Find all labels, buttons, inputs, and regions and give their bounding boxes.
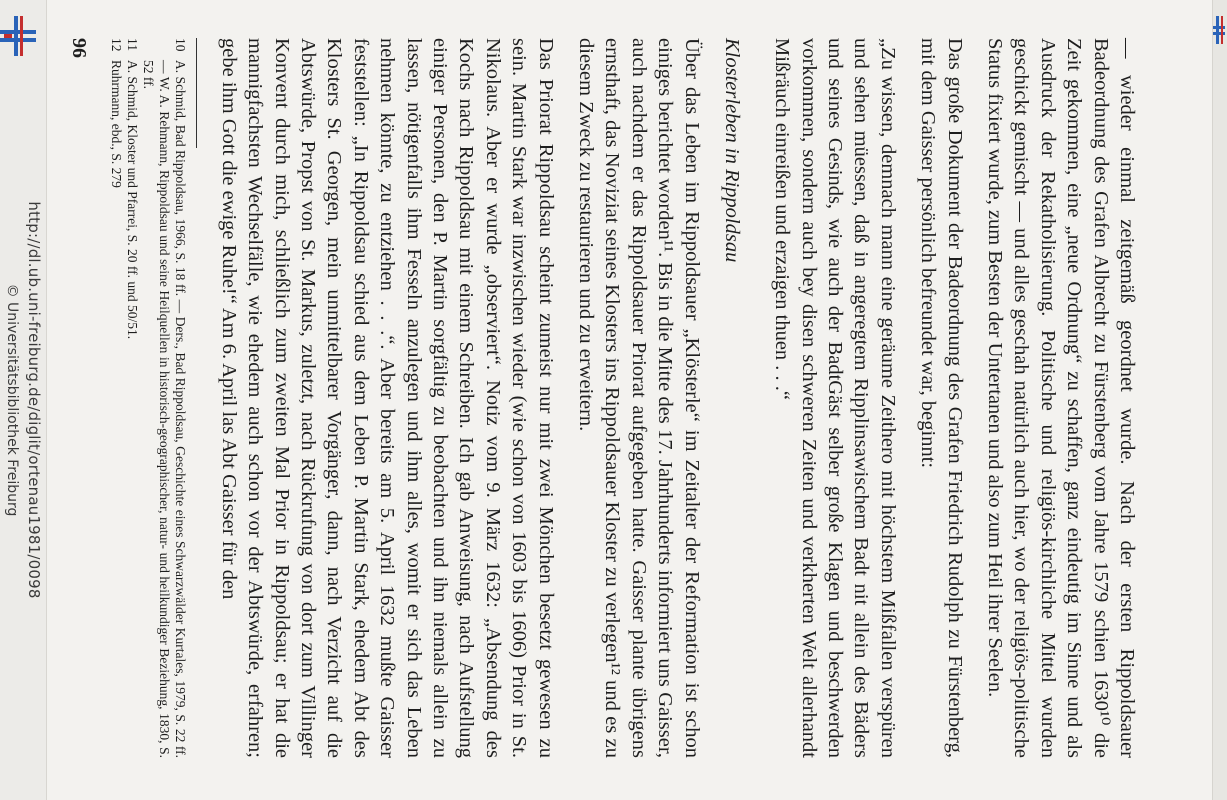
page-text-block [67, 38, 1140, 758]
section-heading: Klosterleben in Rippoldsau [720, 38, 743, 263]
footnote-text: Ruhrmann, ebd., S. 279 [109, 60, 125, 188]
page-number: 96 [68, 38, 91, 58]
footnote-number: 10 [173, 38, 189, 52]
side-stamp [1, 201, 45, 598]
footnote-divider [196, 38, 197, 148]
side-margin-left [0, 0, 47, 800]
book-page [68, 10, 1152, 790]
footnote-number: 12 [109, 38, 125, 52]
footnote [140, 38, 188, 758]
quotation-paragraph: „Zu wissen, demnach mann eine geräume Zeithero mit höchstem Mißfallen verspüren und sehen müessen, daß in angeregtem Ripplinsawischem Badt nit allein des Bäders und seines Gesinds, wie auch der BadtGäst selber große Klagen und beschwerden vorkommen, sondern auch bey disen schweren Zeiten und verkherten Welt allerhandt Mißräuch einreißen und erzaigen thuen . . .“ [771, 38, 899, 758]
scanned-page-area [68, 0, 1202, 800]
side-margin-right [1212, 0, 1227, 800]
library-logo-icon [1213, 16, 1225, 44]
footnotes [108, 38, 188, 758]
footnote-text: A. Schmid, Bad Rippoldsau, 1966, S. 18 ff. — Ders., Bad Rippoldsau, Geschichte eines Schwarzwälder Kurtales, 1979, S. 22 ff. — W. A. Rehmann, Rippoldsau und seine Heilquellen in historisch-geographischer, natur- und heilkundiger Beziehung, 1830, S. 52 ff. [141, 60, 189, 758]
body-paragraph: Das große Dokument der Badeordnung des Grafen Friedrich Rudolph zu Fürstenberg, mit dem Gaisser persönlich befreundet war, beginnt: [917, 38, 966, 758]
footnote [108, 38, 124, 758]
permalink-text[interactable]: http://dl.ub.uni-freiburg.de/diglit/ortenau1981/0098 [25, 201, 43, 599]
library-logo-icon [0, 16, 36, 56]
footnote [124, 38, 140, 758]
copyright-text: © Universitätsbibliothek Freiburg [4, 283, 20, 517]
body-paragraph: — wieder einmal zeitgemäß geordnet wurde. Nach der ersten Rippoldsauer Badeordnung des Grafen Albrecht zu Fürstenberg vom Jahre 1579 schien 1630¹⁰ die Zeit gekommen, eine „neue Ordnung“ zu schaffen, ganz eindeutig im Sinne und als Ausdruck der Rekatholisierung. Politische und religiös-kirchliche Mittel wurden geschickt gemischt — und alles geschah natürlich auch hier, wo der religiös-politische Status fixiert wurde, zum Besten der Untertanen und also zum Heil ihrer Seelen. [983, 38, 1138, 758]
body-paragraph: Das Priorat Rippoldsau scheint zumeist nur mit zwei Mönchen besetzt gewesen zu sein. Martin Stark war inzwischen wieder (wie schon von 1603 bis 1606) Prior in St. Nikolaus. Aber er wurde „observiert“. Notiz vom 9. März 1632: „Absendung des Kochs nach Rippoldsau mit einem Schreiben. Ich gab Anweisung, nach Aufstellung einiger Personen, den P. Martin sorgfältig zu beobachten und ihn niemals allein zu lassen, nötigenfalls ihm Fesseln anzulegen und ihm alles, womit er sich das Leben nehmen könnte, zu entziehen . . .“. Aber bereits am 5. April 1632 mußte Gaisser feststellen: „In Rippoldsau schied aus dem Leben P. Martin Stark, ehedem Abt des Klosters St. Georgen, mein unmittelbarer Vorgänger, dann, nach Verzicht auf die Abtswürde, Propst von St. Markus, zuletzt, nach Rückrufung von dort zum Villinger Konvent durch mich, schließlich zum zweiten Mal Prior in Rippoldsau; er hat die mannigfachsten Wechselfälle, wie ehedem auch schon vor der Abtswürde, erfahren; gebe ihm Gott die ewige Ruhe!“ Am 6. April las Abt Gaisser für den [217, 38, 557, 758]
footnote-number: 11 [125, 38, 141, 51]
body-paragraph: Über das Leben im Rippoldsauer „Klösterle“ im Zeitalter der Reformation ist schon einiges berichtet worden¹¹. Bis in die Mitte des 17. Jahrhunderts informiert uns Gaisser, auch nachdem er das Rippoldsauer Priorat aufgegeben hatte. Gaisser plante übrigens ernsthaft, das Noviziat seines Klosters ins Rippoldsauer Kloster zu verlegen¹² und es zu diesem Zweck zu restaurieren und zu erweitern. [575, 38, 703, 758]
footnote-text: A. Schmid, Kloster und Pfarrei, S. 20 ff. und 50/51. [125, 60, 141, 340]
